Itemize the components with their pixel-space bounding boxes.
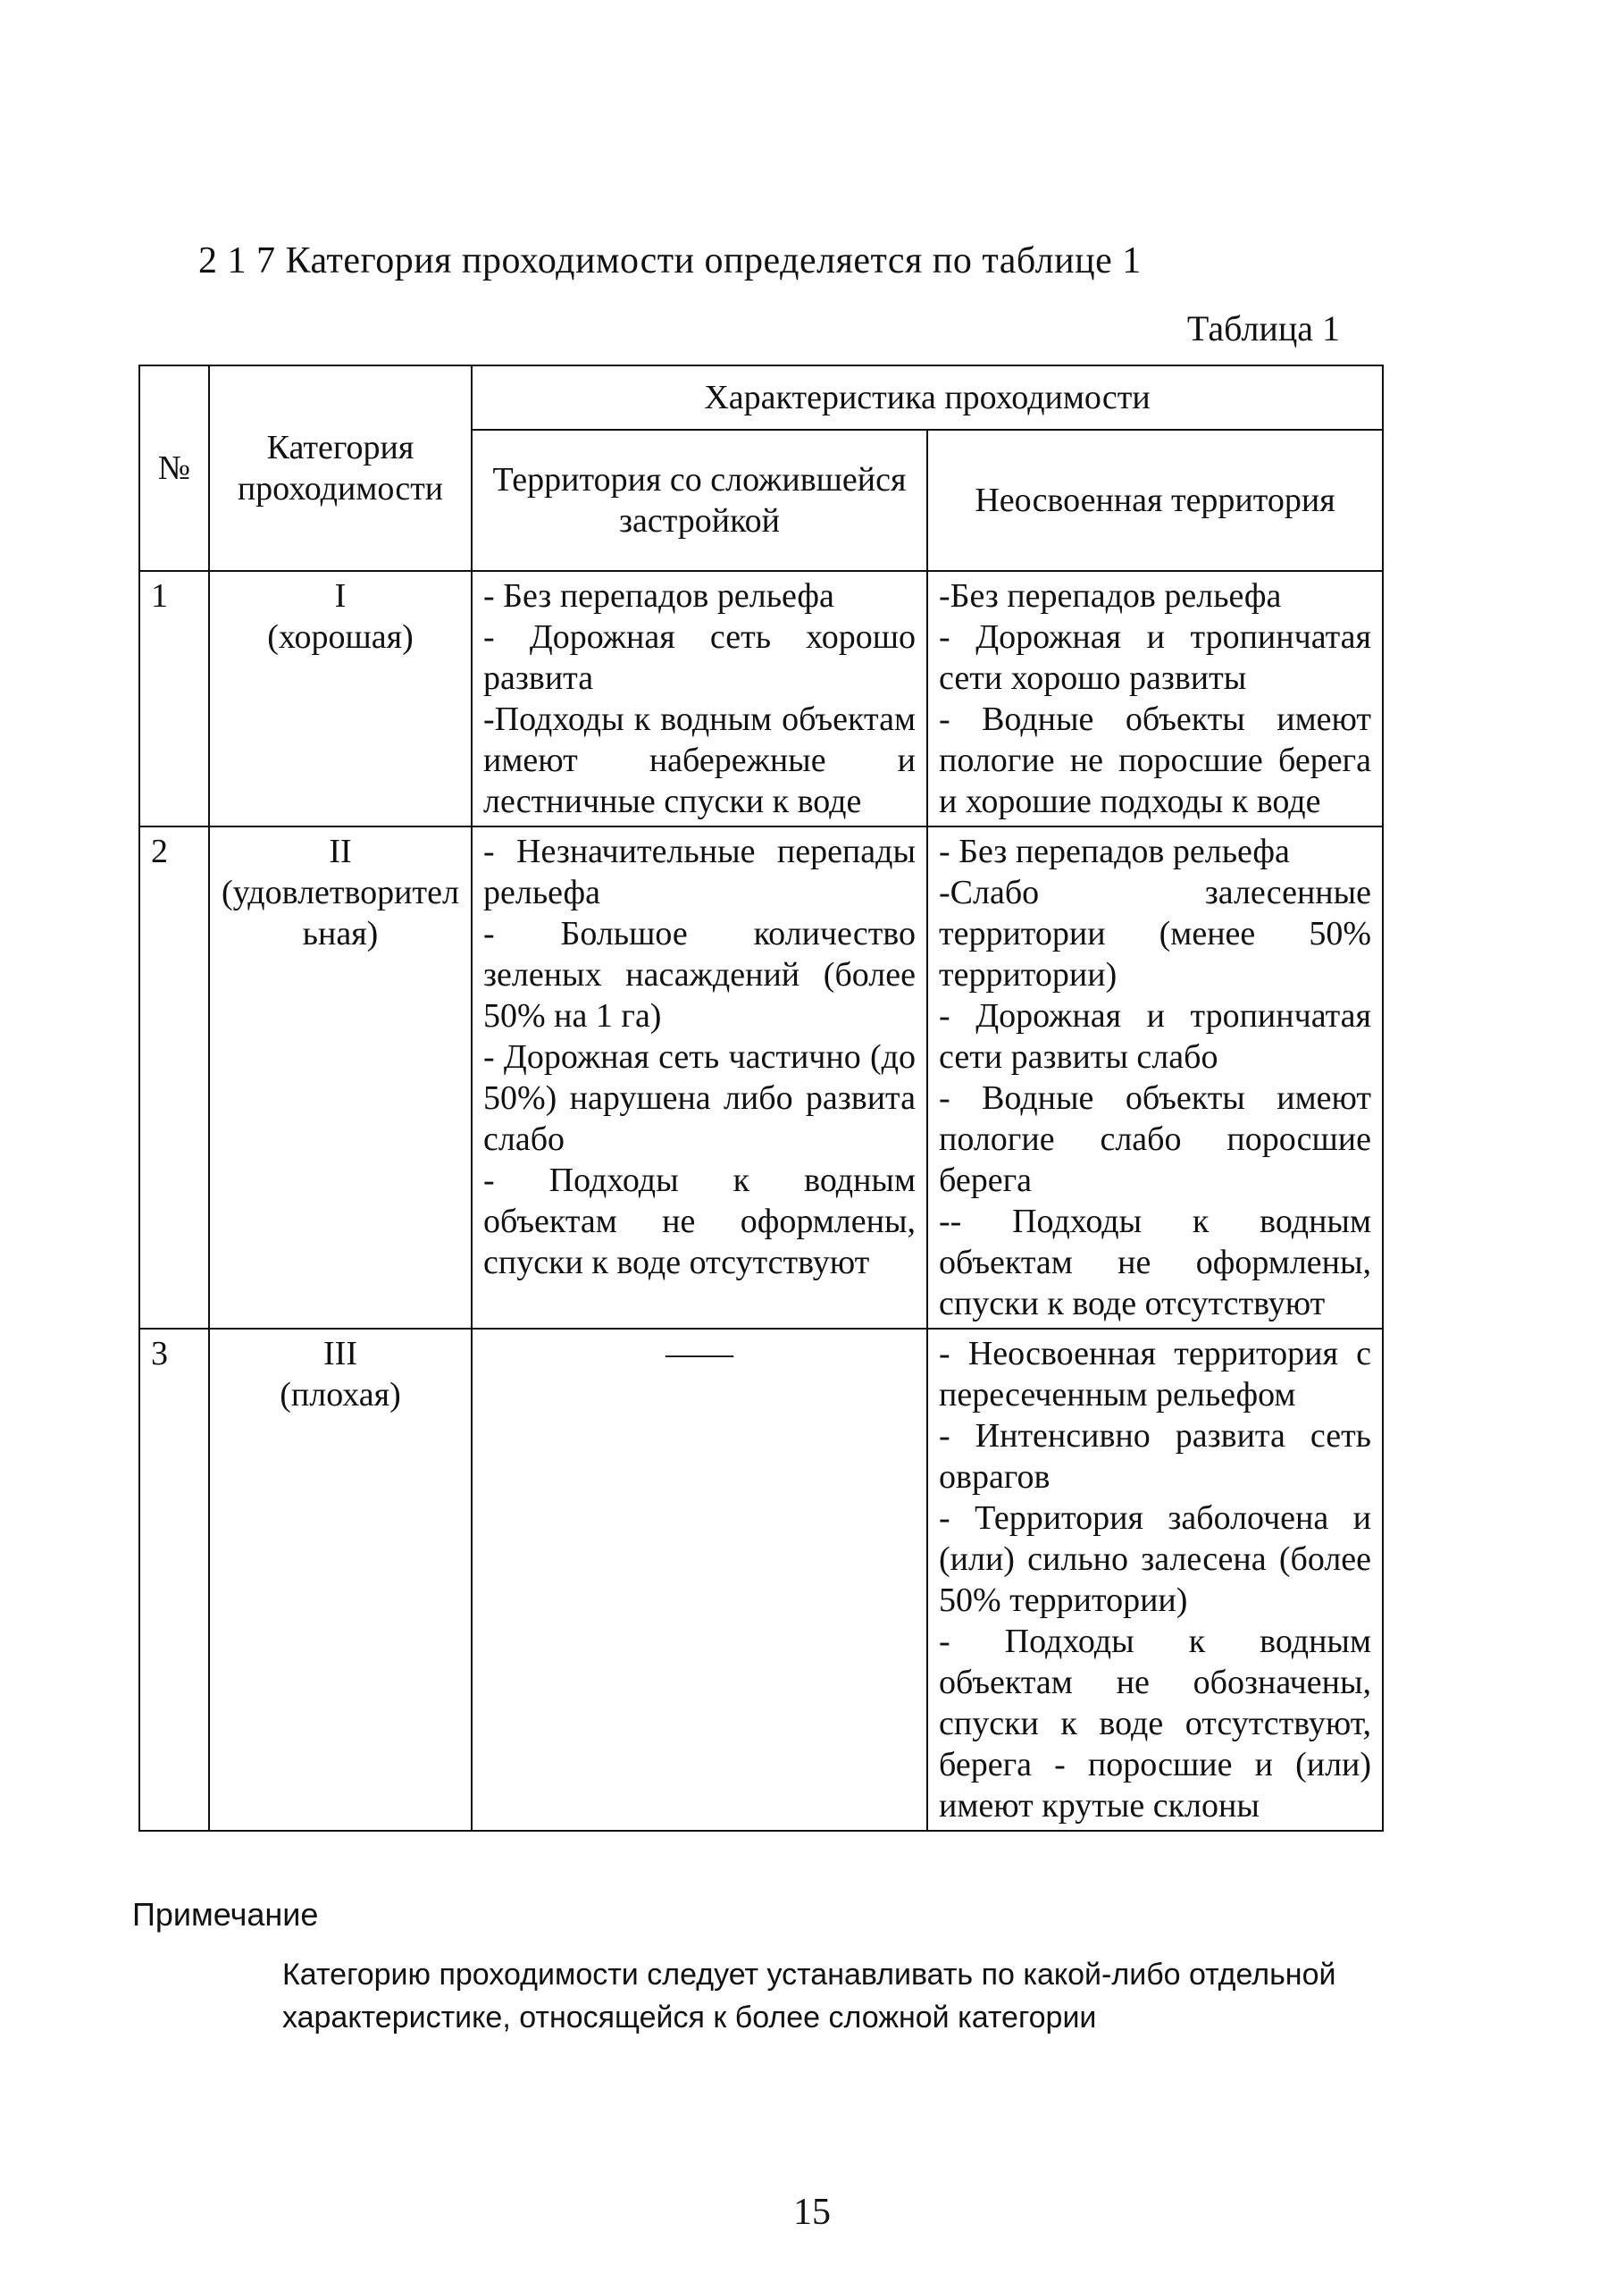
passability-table xyxy=(138,365,1384,1832)
header-category: Категория проходимости xyxy=(209,365,472,571)
built-territory-cell xyxy=(472,1329,927,1831)
row-category xyxy=(209,571,472,826)
note-title: Примечание xyxy=(132,1896,319,1933)
list-item: - Дорожная сеть хорошо развита xyxy=(483,618,916,697)
row-num: 1 xyxy=(139,571,209,826)
undeveloped-territory-cell xyxy=(927,826,1383,1329)
list-item: - Интенсивно развита сеть оврагов xyxy=(939,1417,1372,1496)
row-num: 3 xyxy=(139,1329,209,1831)
list-item: - Водные объекты имеют пологие не поросшие берега и хорошие подходы к воде xyxy=(939,701,1372,820)
list-item: - Дорожная сеть частично (до 50%) нарушена либо развита слабо xyxy=(483,1038,916,1158)
list-item: - Территория заболочена и (или) сильно залесена (более 50% территории) xyxy=(939,1499,1372,1619)
list-item: - Подходы к водным объектам не оформлены, спуски к воде отсутствуют xyxy=(483,1162,916,1281)
category-roman: II xyxy=(329,833,352,870)
note-text: Категорию проходимости следует устанавливать по какой-либо отдельной характеристике, относящейся к более сложной категории xyxy=(282,1958,1336,2035)
category-word: (плохая) xyxy=(280,1376,401,1414)
header-num: № xyxy=(139,365,209,571)
list-item: - Неосвоенная территория с пересеченным рельефом xyxy=(939,1335,1372,1414)
empty-dash: —— xyxy=(666,1335,733,1372)
row-category xyxy=(209,826,472,1329)
list-item: - Без перепадов рельефа xyxy=(939,833,1290,870)
list-item: - Незначительные перепады рельефа xyxy=(483,833,916,911)
header-built-territory: Территория со сложившейся застройкой xyxy=(472,430,927,571)
list-item: - Водные объекты имеют пологие слабо поросшие берега xyxy=(939,1079,1372,1199)
list-item: - Дорожная и тропинчатая сети развиты слабо xyxy=(939,997,1372,1076)
list-item: -Слабо залесенные территории (менее 50% территории) xyxy=(939,874,1372,994)
table-row xyxy=(139,1329,1383,1831)
table-row xyxy=(139,826,1383,1329)
header-undeveloped-territory: Неосвоенная территория xyxy=(927,430,1383,571)
list-item: - Подходы к водным объектам не обозначены, спуски к воде отсутствуют, берега - поросшие и (или) имеют крутые склоны xyxy=(939,1623,1372,1825)
page-number: 15 xyxy=(793,2192,831,2233)
list-item: - Дорожная и тропинчатая сети хорошо развиты xyxy=(939,618,1372,697)
built-territory-cell xyxy=(472,826,927,1329)
undeveloped-territory-cell xyxy=(927,571,1383,826)
row-category xyxy=(209,1329,472,1831)
list-item: -- Подходы к водным объектам не оформлены, спуски к воде отсутствуют xyxy=(939,1203,1372,1322)
list-item: -Подходы к водным объектам имеют набережные и лестничные спуски к воде xyxy=(483,701,916,820)
list-item: -Без перепадов рельефа xyxy=(939,577,1282,615)
table-row xyxy=(139,571,1383,826)
category-roman: III xyxy=(323,1335,357,1372)
section-heading: 2 1 7 Категория проходимости определяется по таблице 1 xyxy=(198,240,1142,281)
category-word: (хорошая) xyxy=(267,618,414,656)
undeveloped-territory-cell xyxy=(927,1329,1383,1831)
row-num: 2 xyxy=(139,826,209,1329)
category-word: (удовлетворительная) xyxy=(222,874,459,952)
category-roman: I xyxy=(334,577,347,615)
table-caption: Таблица 1 xyxy=(1186,308,1340,348)
built-territory-cell xyxy=(472,571,927,826)
list-item: - Большое количество зеленых насаждений (более 50% на 1 га) xyxy=(483,915,916,1035)
list-item: - Без перепадов рельефа xyxy=(483,577,834,615)
header-group: Характеристика проходимости xyxy=(472,365,1383,430)
